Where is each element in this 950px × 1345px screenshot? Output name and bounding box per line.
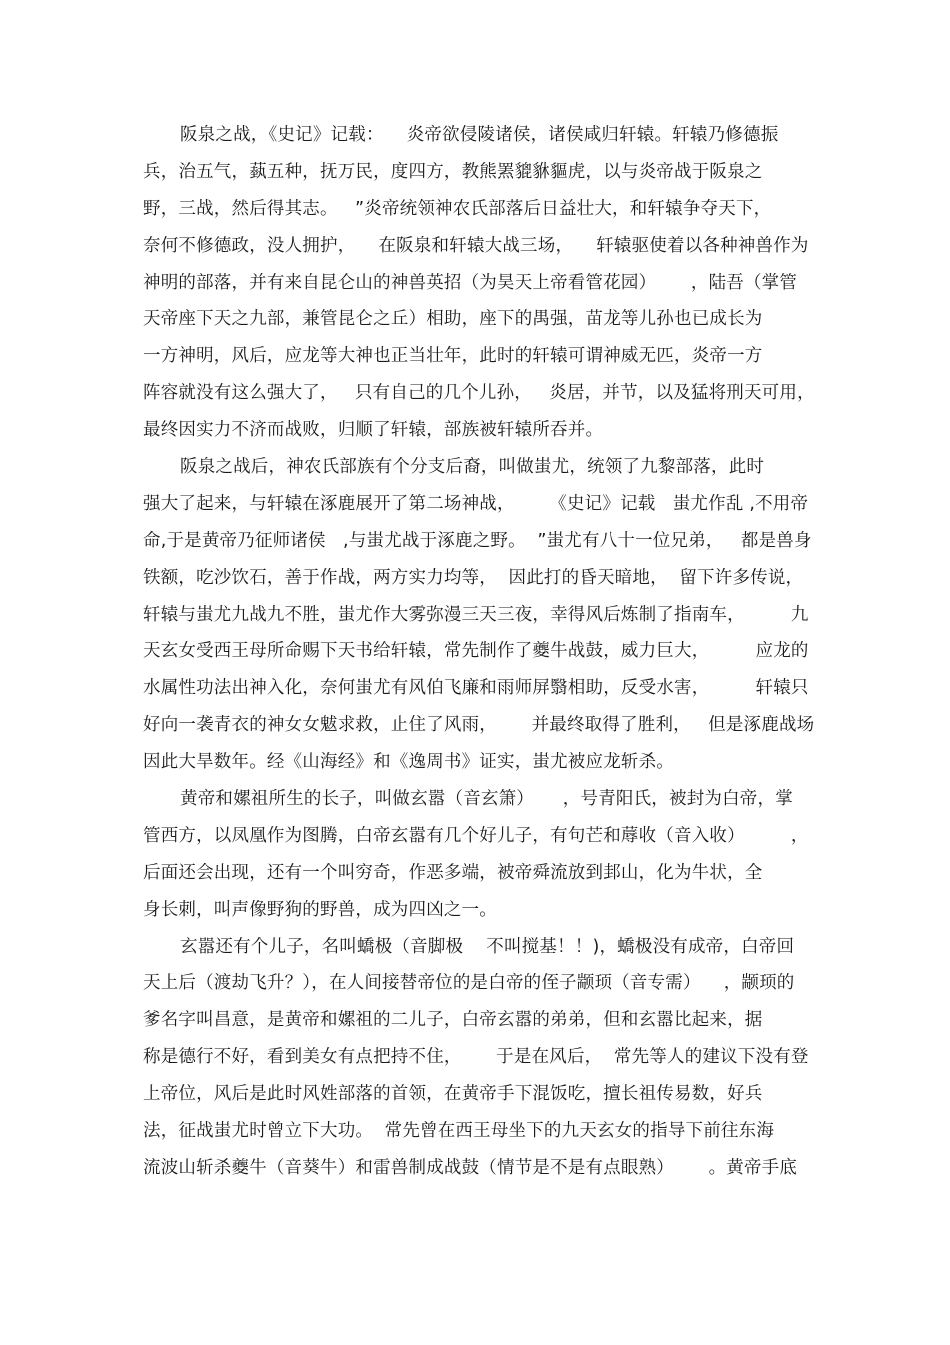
text-line: 兵，治五气，蓺五种，抚万民，度四方，教熊罴貔貅貙虎，以与炎帝战于阪泉之: [143, 161, 763, 182]
text-line: 铁额，吃沙饮石，善于作战，两方实力均等， 因此打的昏天暗地， 留下许多传说，: [143, 567, 804, 588]
text-line: 法，征战蚩尤时曾立下大功。 常先曾在西王母坐下的九天玄女的指导下前往东海: [143, 1121, 775, 1142]
text-line: 后面还会出现，还有一个叫穷奇，作恶多端，被帝舜流放到邽山，化为牛状，全: [143, 862, 763, 883]
text-line: 奈何不修德政，没人拥护， 在阪泉和轩辕大战三场， 轩辕驱使着以各种神兽作为: [143, 235, 809, 256]
text-line: 一方神明，风后，应龙等大神也正当壮年，此时的轩辕可谓神威无匹，炎帝一方: [143, 346, 763, 367]
paragraph-zhuolu-battle: [143, 449, 823, 781]
text-line: 水属性功法出神入化，奈何蚩尤有风伯飞廉和雨师屏翳相助，反受水害， 轩辕只: [143, 678, 809, 699]
document-body: [143, 117, 823, 1187]
text-line: 天玄女受西王母所命赐下天书给轩辕，常先制作了夔牛战鼓，威力巨大， 应龙的: [143, 641, 809, 662]
text-line: 玄嚣还有个儿子，名叫蟜极（音脚极 不叫搅基！！)，蟜极没有成帝，白帝回: [180, 936, 795, 957]
text-line: 身长刺，叫声像野狗的野兽，成为四凶之一。: [143, 899, 497, 920]
text-line: 野，三战，然后得其志。 ”炎帝统领神农氏部落后日益壮大，和轩辕争夺天下，: [143, 198, 772, 219]
text-line: 轩辕与蚩尤九战九不胜，蚩尤作大雾弥漫三天三夜，幸得风后炼制了指南车， 九: [143, 604, 809, 625]
text-line: 阵容就没有这么强大了， 只有自己的几个儿孙， 炎居，并节，以及猛将刑天可用，: [143, 383, 815, 404]
text-line: 阪泉之战，《史记》记载： 炎帝欲侵陵诸侯，诸侯咸归轩辕。轩辕乃修德振: [180, 125, 779, 145]
paragraph-qiaoji-zhuanxu: [143, 929, 823, 1187]
text-line: 因此大旱数年。经《山海经》和《逸周书》证实，蚩尤被应龙斩杀。: [143, 752, 674, 773]
text-line: 天帝座下天之九部，兼管昆仑之丘）相助，座下的禺强，苗龙等儿孙也已成长为: [143, 309, 763, 330]
text-line: 神明的部落，并有来自昆仑山的神兽英招（为昊天上帝看管花园） ，陆吾（掌管: [143, 272, 798, 293]
text-line: 命,于是黄帝乃征师诸侯 ,与蚩尤战于涿鹿之野。 ”蚩尤有八十一位兄弟， 都是兽身: [143, 530, 812, 551]
paragraph-xuanxiao: [143, 781, 823, 929]
text-line: 流波山斩杀夔牛（音葵牛）和雷兽制成战鼓（情节是不是有点眼熟） 。黄帝手底: [143, 1157, 798, 1178]
paragraph-banquan-battle: [143, 117, 823, 449]
text-line: 最终因实力不济而战败，归顺了轩辕，部族被轩辕所吞并。: [143, 420, 604, 441]
text-line: 天上后（渡劫飞升？），在人间接替帝位的是白帝的侄子颛顼（音专需） ，颛顼的: [143, 973, 795, 994]
text-line: 爹名字叫昌意，是黄帝和嫘祖的二儿子，白帝玄嚣的弟弟，但和玄嚣比起来，据: [143, 1010, 763, 1031]
text-line: 好向一袭青衣的神女女魃求救，止住了风雨， 并最终取得了胜利， 但是涿鹿战场: [143, 715, 815, 736]
text-line: 黄帝和嫘祖所生的长子，叫做玄嚣（音玄箫） ，号青阳氏，被封为白帝，掌: [180, 789, 793, 810]
text-line: 管西方，以凤凰作为图腾，白帝玄嚣有几个好儿子，有句芒和蓐收（音入收） ，: [143, 825, 809, 846]
text-line: 阪泉之战后，神农氏部族有个分支后裔，叫做蚩尤，统领了九黎部落，此时: [180, 457, 765, 478]
text-line: 强大了起来，与轩辕在涿鹿展开了第二场神战， 《史记》记载 蚩尤作乱 ,不用帝: [143, 493, 809, 514]
text-line: 称是德行不好，看到美女有点把持不住， 于是在风后， 常先等人的建议下没有登: [143, 1047, 809, 1068]
text-line: 上帝位，风后是此时风姓部落的首领，在黄帝手下混饭吃，擅长祖传易数，好兵: [143, 1084, 763, 1105]
